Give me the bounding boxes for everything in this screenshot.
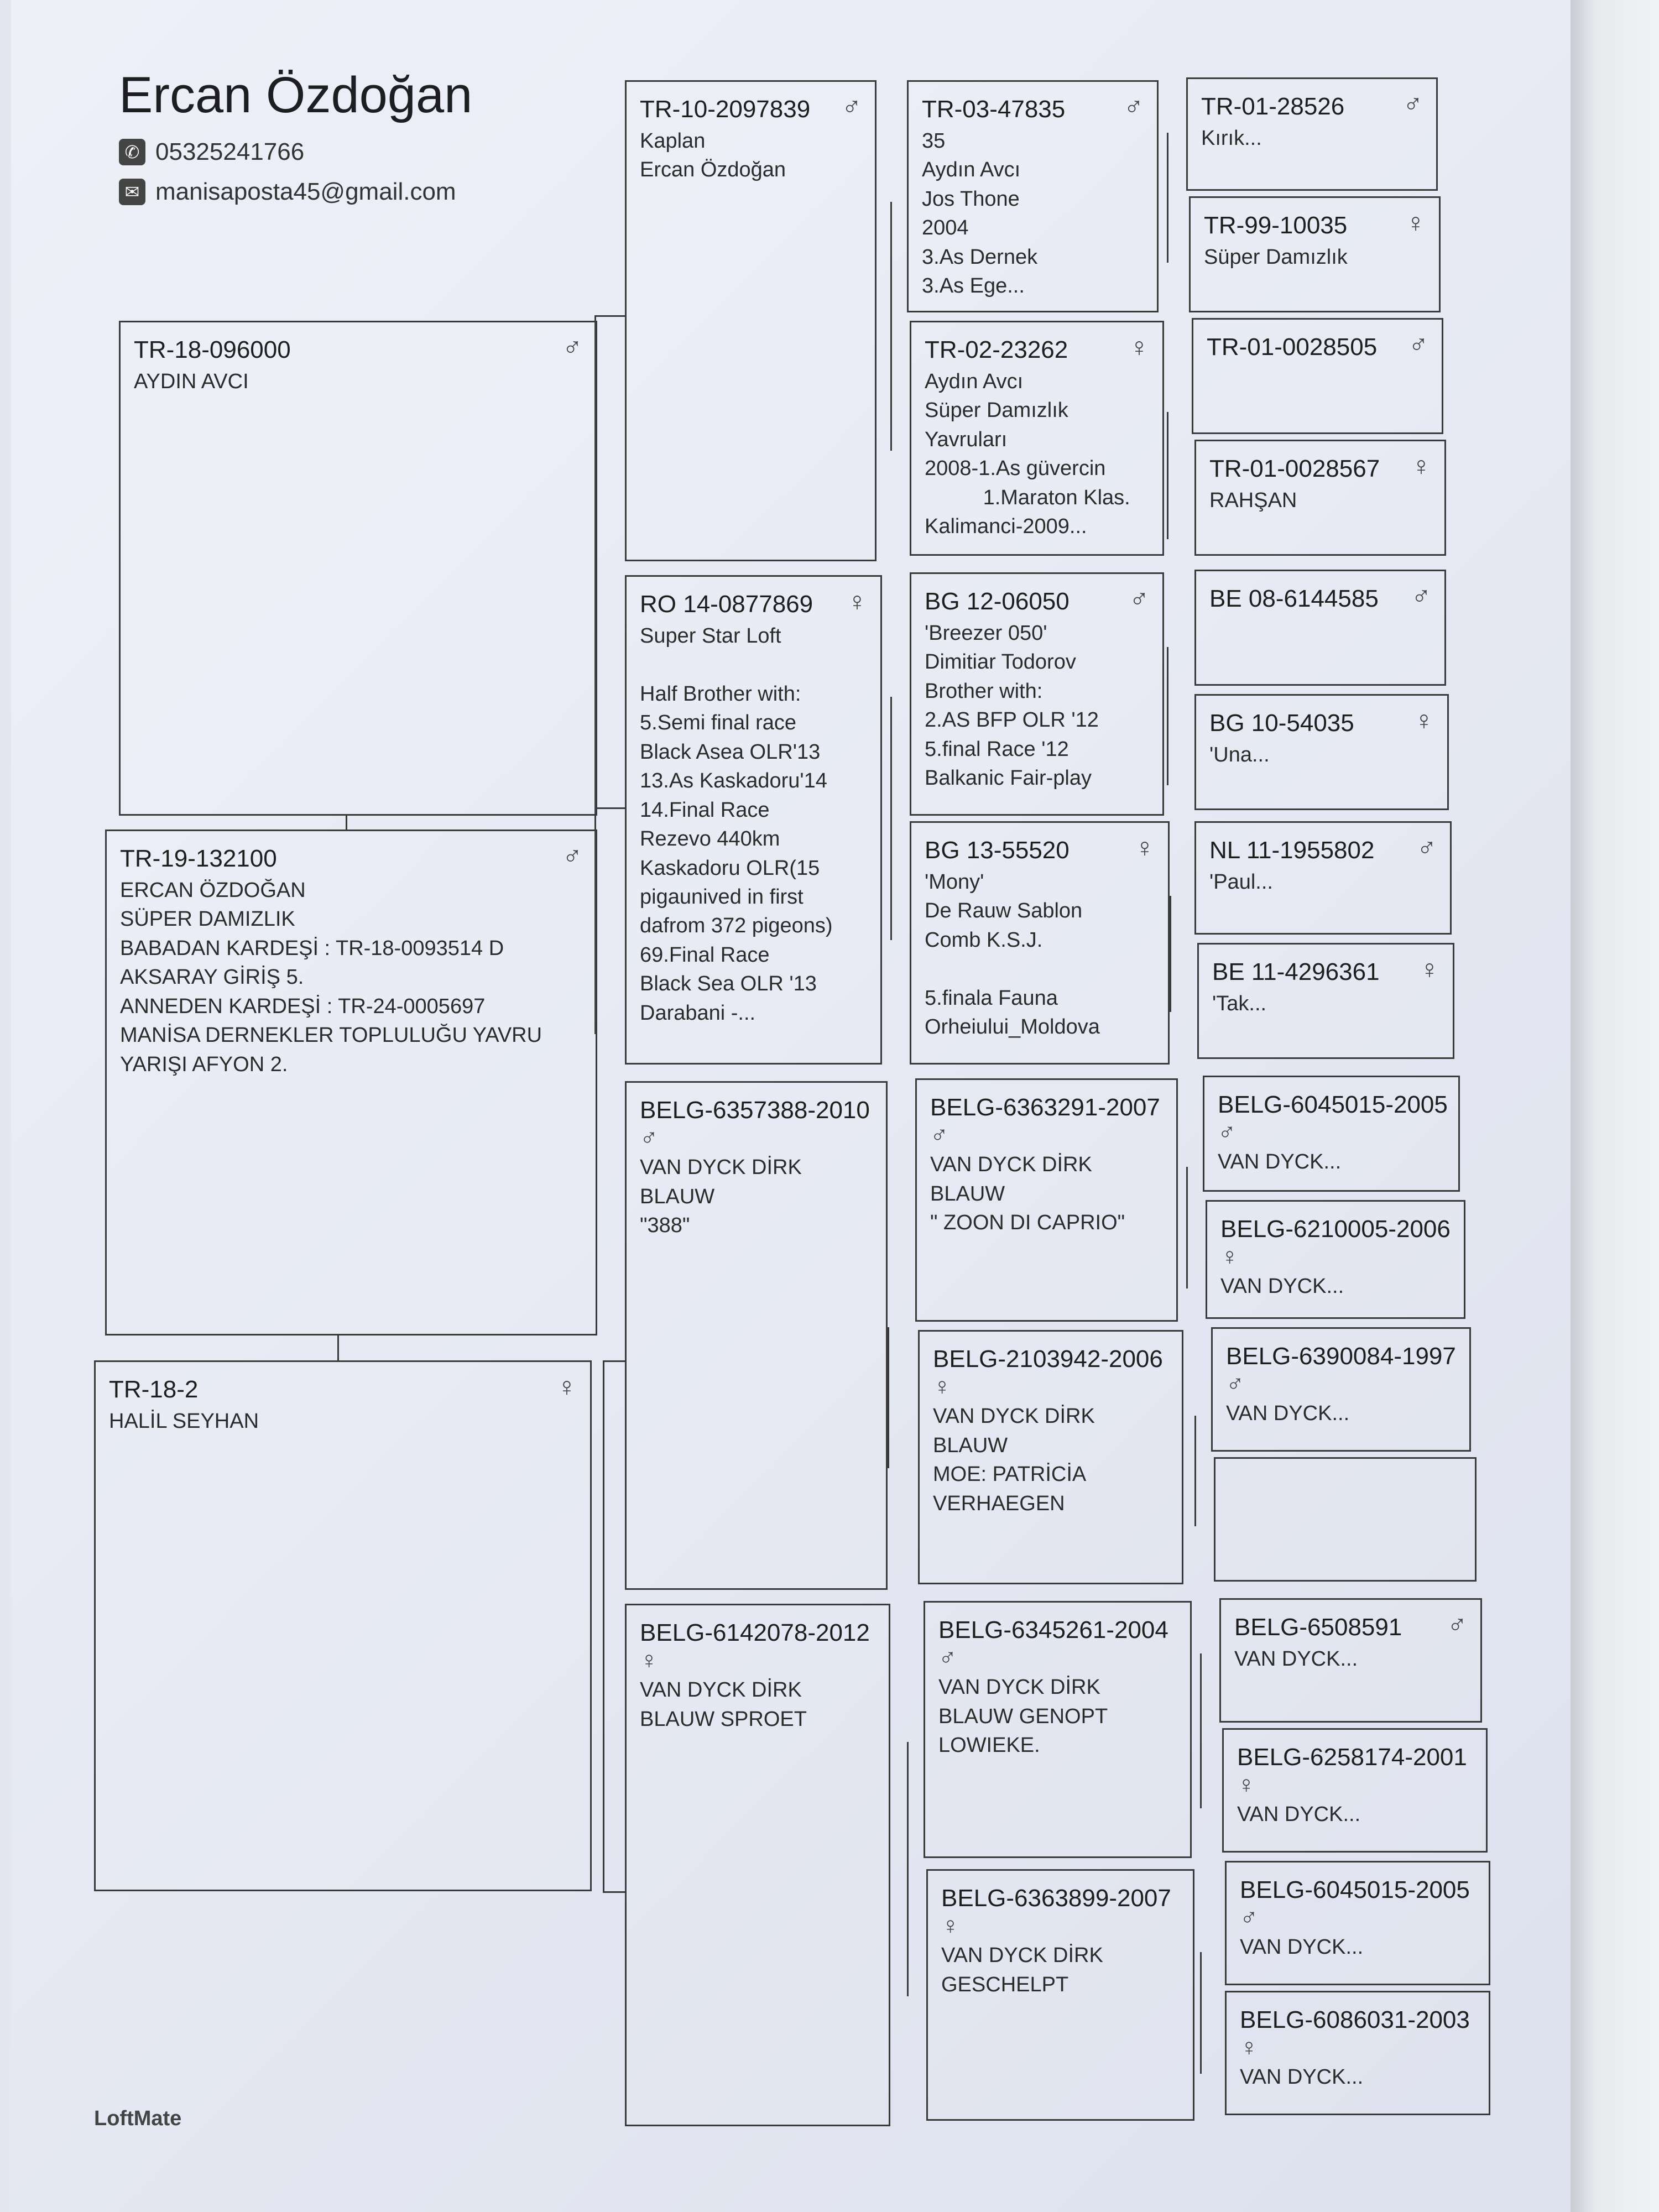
- paper-edge: [1571, 0, 1659, 2212]
- ring-number: BG 10-54035: [1209, 709, 1354, 737]
- pigeon-details: VAN DYCK DİRK BLAUW " ZOON DI CAPRIO": [930, 1153, 1125, 1235]
- pigeon-card-grandsire[interactable]: [907, 80, 1159, 312]
- ring-number: TR-99-10035: [1204, 212, 1348, 239]
- pigeon-details: 'Mony' De Rauw Sablon Comb K.S.J. 5.finala Fauna Orheiului_Moldova: [925, 870, 1100, 1039]
- pigeon-card-partner[interactable]: [94, 1360, 592, 1891]
- connector-line: [907, 1742, 909, 1996]
- pigeon-details: Super Star Loft Half Brother with: 5.Semi final race Black Asea OLR'13 13.As Kaskadoru'14 14.Final Race Rezevo 440km Kaskadoru OLR(15 pigaunived in first dafrom 372 pigeons) 69.Final Race Black Sea OLR '13 Darabani -...: [640, 624, 833, 1025]
- app-brand-logo: LoftMate: [94, 2107, 182, 2130]
- male-symbol-icon: ♂: [1417, 833, 1437, 863]
- male-symbol-icon: ♂: [640, 1124, 658, 1151]
- ring-number: TR-01-0028505: [1207, 333, 1378, 361]
- pigeon-details: Kaplan Ercan Özdoğan: [640, 129, 786, 182]
- pigeon-card-ancestor[interactable]: [1222, 1728, 1488, 1853]
- male-symbol-icon: ♂: [1226, 1370, 1244, 1397]
- email-row: [119, 178, 456, 206]
- phone-row: [119, 138, 304, 166]
- pigeon-card-granddam-2[interactable]: [910, 821, 1170, 1065]
- female-symbol-icon: ♀: [1414, 706, 1434, 735]
- female-symbol-icon: ♀: [847, 587, 867, 617]
- male-symbol-icon: ♂: [930, 1121, 948, 1149]
- ring-number: BE 11-4296361: [1212, 958, 1380, 985]
- pigeon-card-ancestor[interactable]: [1225, 1861, 1490, 1985]
- connector-line: [594, 807, 625, 809]
- pigeon-details: Süper Damızlık: [1204, 246, 1348, 269]
- ring-number: BELG-2103942-2006: [933, 1345, 1163, 1373]
- ring-number: TR-02-23262: [925, 336, 1068, 363]
- ring-number: RO 14-0877869: [640, 591, 813, 618]
- connector-line: [603, 1360, 604, 1891]
- pigeon-card-ancestor[interactable]: [1189, 196, 1441, 312]
- pigeon-details: 'Tak...: [1212, 992, 1267, 1015]
- connector-line: [1170, 896, 1171, 1012]
- pigeon-card-ancestor[interactable]: [1219, 1598, 1482, 1723]
- pigeon-details: 35 Aydın Avcı Jos Thone 2004 3.As Dernek 3.As Ege...: [922, 129, 1038, 298]
- pigeon-card-ancestor[interactable]: [1203, 1076, 1460, 1192]
- pigeon-details: VAN DYCK DİRK GESCHELPT: [941, 1944, 1103, 1996]
- pigeon-card-dam-2[interactable]: [625, 1604, 890, 2126]
- female-symbol-icon: ♀: [1237, 1771, 1255, 1798]
- pigeon-card-grandsire-4[interactable]: [924, 1601, 1192, 1858]
- male-symbol-icon: ♂: [1411, 582, 1431, 611]
- female-symbol-icon: ♀: [1411, 452, 1431, 481]
- ring-number: BELG-6357388-2010: [640, 1097, 870, 1124]
- female-symbol-icon: ♀: [1420, 955, 1439, 984]
- email-address: manisaposta45@gmail.com: [155, 178, 456, 205]
- pigeon-card-ancestor[interactable]: [1194, 694, 1449, 810]
- ring-number: BELG-6086031-2003: [1240, 2006, 1470, 2033]
- male-symbol-icon: ♂: [1124, 92, 1144, 122]
- ring-number: TR-01-28526: [1201, 93, 1345, 120]
- connector-line: [1186, 1167, 1188, 1288]
- pigeon-details: VAN DYCK DİRK BLAUW MOE: PATRİCİA VERHAEGEN: [933, 1405, 1095, 1515]
- connector-line: [594, 315, 625, 317]
- pigeon-details: 'Una...: [1209, 743, 1270, 766]
- ring-number: BELG-6258174-2001: [1237, 1744, 1467, 1771]
- ring-number: BELG-6210005-2006: [1220, 1215, 1451, 1243]
- connector-line: [1167, 133, 1168, 263]
- ring-number: BELG-6390084-1997: [1226, 1343, 1456, 1370]
- pigeon-card-ancestor[interactable]: [1194, 821, 1452, 935]
- female-symbol-icon: ♀: [1220, 1243, 1239, 1270]
- connector-line: [888, 1327, 889, 1468]
- male-symbol-icon: ♂: [562, 842, 582, 871]
- pigeon-card-granddam[interactable]: [910, 321, 1164, 556]
- ring-number: TR-01-0028567: [1209, 455, 1380, 482]
- ring-number: BELG-6345261-2004: [938, 1616, 1168, 1644]
- pigeon-details: VAN DYCK...: [1240, 2065, 1364, 2089]
- phone-icon: ✆: [119, 139, 145, 165]
- connector-line: [603, 1891, 625, 1893]
- connector-line: [1194, 1416, 1196, 1526]
- female-symbol-icon: ♀: [1406, 208, 1426, 238]
- ring-number: TR-18-2: [109, 1376, 199, 1403]
- ring-number: BELG-6363899-2007: [941, 1885, 1171, 1912]
- pigeon-details: VAN DYCK...: [1220, 1275, 1344, 1298]
- pigeon-card-grandsire-3[interactable]: [915, 1078, 1178, 1322]
- pigeon-card-granddam-4[interactable]: [926, 1869, 1194, 2121]
- pigeon-card-ancestor[interactable]: [1225, 1991, 1490, 2115]
- pigeon-card-ancestor[interactable]: [1194, 440, 1446, 556]
- pigeon-card-grandsire-2[interactable]: [910, 572, 1164, 816]
- pigeon-card-sire-2[interactable]: [625, 1081, 888, 1590]
- pigeon-card-ancestor[interactable]: [1197, 943, 1454, 1059]
- female-symbol-icon: ♀: [1129, 333, 1149, 362]
- ring-number: TR-10-2097839: [640, 96, 811, 123]
- connector-line: [346, 814, 347, 831]
- pigeon-details: VAN DYCK...: [1234, 1647, 1358, 1671]
- pigeon-details: VAN DYCK DİRK BLAUW SPROET: [640, 1678, 807, 1731]
- ring-number: BELG-6045015-2005: [1218, 1091, 1448, 1118]
- connector-line: [890, 697, 892, 940]
- ring-number: BG 13-55520: [925, 837, 1070, 864]
- ring-number: NL 11-1955802: [1209, 837, 1375, 864]
- connector-line: [337, 1335, 339, 1360]
- pigeon-details: Kırık...: [1201, 127, 1262, 150]
- male-symbol-icon: ♂: [1240, 1904, 1258, 1931]
- pigeon-card-ancestor[interactable]: [1194, 570, 1446, 686]
- male-symbol-icon: ♂: [1218, 1119, 1236, 1146]
- pigeon-details: HALİL SEYHAN: [109, 1410, 259, 1433]
- ring-number: BG 12-06050: [925, 588, 1070, 615]
- ring-number: BE 08-6144585: [1209, 585, 1379, 612]
- ring-number: BELG-6508591: [1234, 1614, 1402, 1641]
- pigeon-details: 'Breezer 050' Dimitiar Todorov Brother with: 2.AS BFP OLR '12 5.final Race '12 Balkanic Fair-play: [925, 622, 1099, 790]
- pigeon-card-ancestor[interactable]: [1192, 318, 1443, 434]
- envelope-icon: ✉: [119, 179, 145, 205]
- male-symbol-icon: ♂: [1447, 1610, 1467, 1640]
- pigeon-details: VAN DYCK...: [1226, 1402, 1350, 1426]
- female-symbol-icon: ♀: [933, 1373, 951, 1400]
- male-symbol-icon: ♂: [938, 1644, 957, 1671]
- connector-line: [1167, 412, 1168, 539]
- female-symbol-icon: ♀: [941, 1912, 959, 1939]
- male-symbol-icon: ♂: [1129, 585, 1149, 614]
- pigeon-details: RAHŞAN: [1209, 489, 1297, 512]
- ring-number: BELG-6363291-2007: [930, 1094, 1160, 1121]
- pigeon-card-granddam-3[interactable]: [918, 1330, 1183, 1584]
- pigeon-details: VAN DYCK DİRK BLAUW "388": [640, 1156, 802, 1238]
- male-symbol-icon: ♂: [1408, 330, 1428, 359]
- connector-line: [1167, 647, 1168, 785]
- pigeon-details: AYDIN AVCI: [134, 370, 249, 393]
- female-symbol-icon: ♀: [557, 1373, 577, 1402]
- pigeon-card-dam[interactable]: [625, 575, 882, 1065]
- female-symbol-icon: ♀: [640, 1647, 658, 1674]
- male-symbol-icon: ♂: [842, 92, 862, 122]
- pigeon-details: 'Paul...: [1209, 870, 1273, 894]
- connector-line: [890, 202, 892, 451]
- pigeon-details: VAN DYCK...: [1237, 1803, 1361, 1827]
- male-symbol-icon: ♂: [562, 333, 582, 362]
- female-symbol-icon: ♀: [1135, 833, 1155, 863]
- ring-number: TR-19-132100: [120, 845, 277, 872]
- connector-line: [1200, 1653, 1202, 1808]
- pigeon-details: Aydın Avcı Süper Damızlık Yavruları 2008-1.As güvercin 1.Maraton Klas. Kalimanci-2009...: [925, 370, 1130, 539]
- pigeon-details: VAN DYCK...: [1218, 1150, 1342, 1174]
- female-symbol-icon: ♀: [1240, 2034, 1258, 2061]
- connector-line: [1200, 1952, 1202, 2074]
- pigeon-details: ERCAN ÖZDOĞAN SÜPER DAMIZLIK BABADAN KARDEŞİ : TR-18-0093514 D AKSARAY GİRİŞ 5. ANNEDEN KARDEŞİ : TR-24-0005697 MANİSA DERNEKLER TOPLULUĞU YAVRU YARIŞI AFYON 2.: [120, 879, 542, 1076]
- pigeon-details: VAN DYCK...: [1240, 1936, 1364, 1959]
- pigeon-card-empty[interactable]: [1214, 1457, 1477, 1582]
- ring-number: BELG-6045015-2005: [1240, 1876, 1470, 1903]
- breeder-name: Ercan Özdoğan: [119, 67, 473, 123]
- phone-number: 05325241766: [155, 138, 305, 165]
- connector-line: [603, 1360, 625, 1362]
- pigeon-card-ancestor[interactable]: [1186, 77, 1438, 191]
- male-symbol-icon: ♂: [1403, 90, 1423, 119]
- ring-number: TR-18-096000: [134, 336, 291, 363]
- pigeon-card-subject[interactable]: [105, 830, 597, 1335]
- pigeon-card-sire[interactable]: [625, 80, 877, 561]
- pigeon-card-ancestor[interactable]: [1211, 1327, 1471, 1452]
- pigeon-card-ancestor[interactable]: [1206, 1200, 1465, 1319]
- pigeon-details: VAN DYCK DİRK BLAUW GENOPT LOWIEKE.: [938, 1676, 1108, 1757]
- ring-number: BELG-6142078-2012: [640, 1619, 870, 1646]
- pigeon-card-subject-owner[interactable]: [119, 321, 597, 816]
- ring-number: TR-03-47835: [922, 96, 1066, 123]
